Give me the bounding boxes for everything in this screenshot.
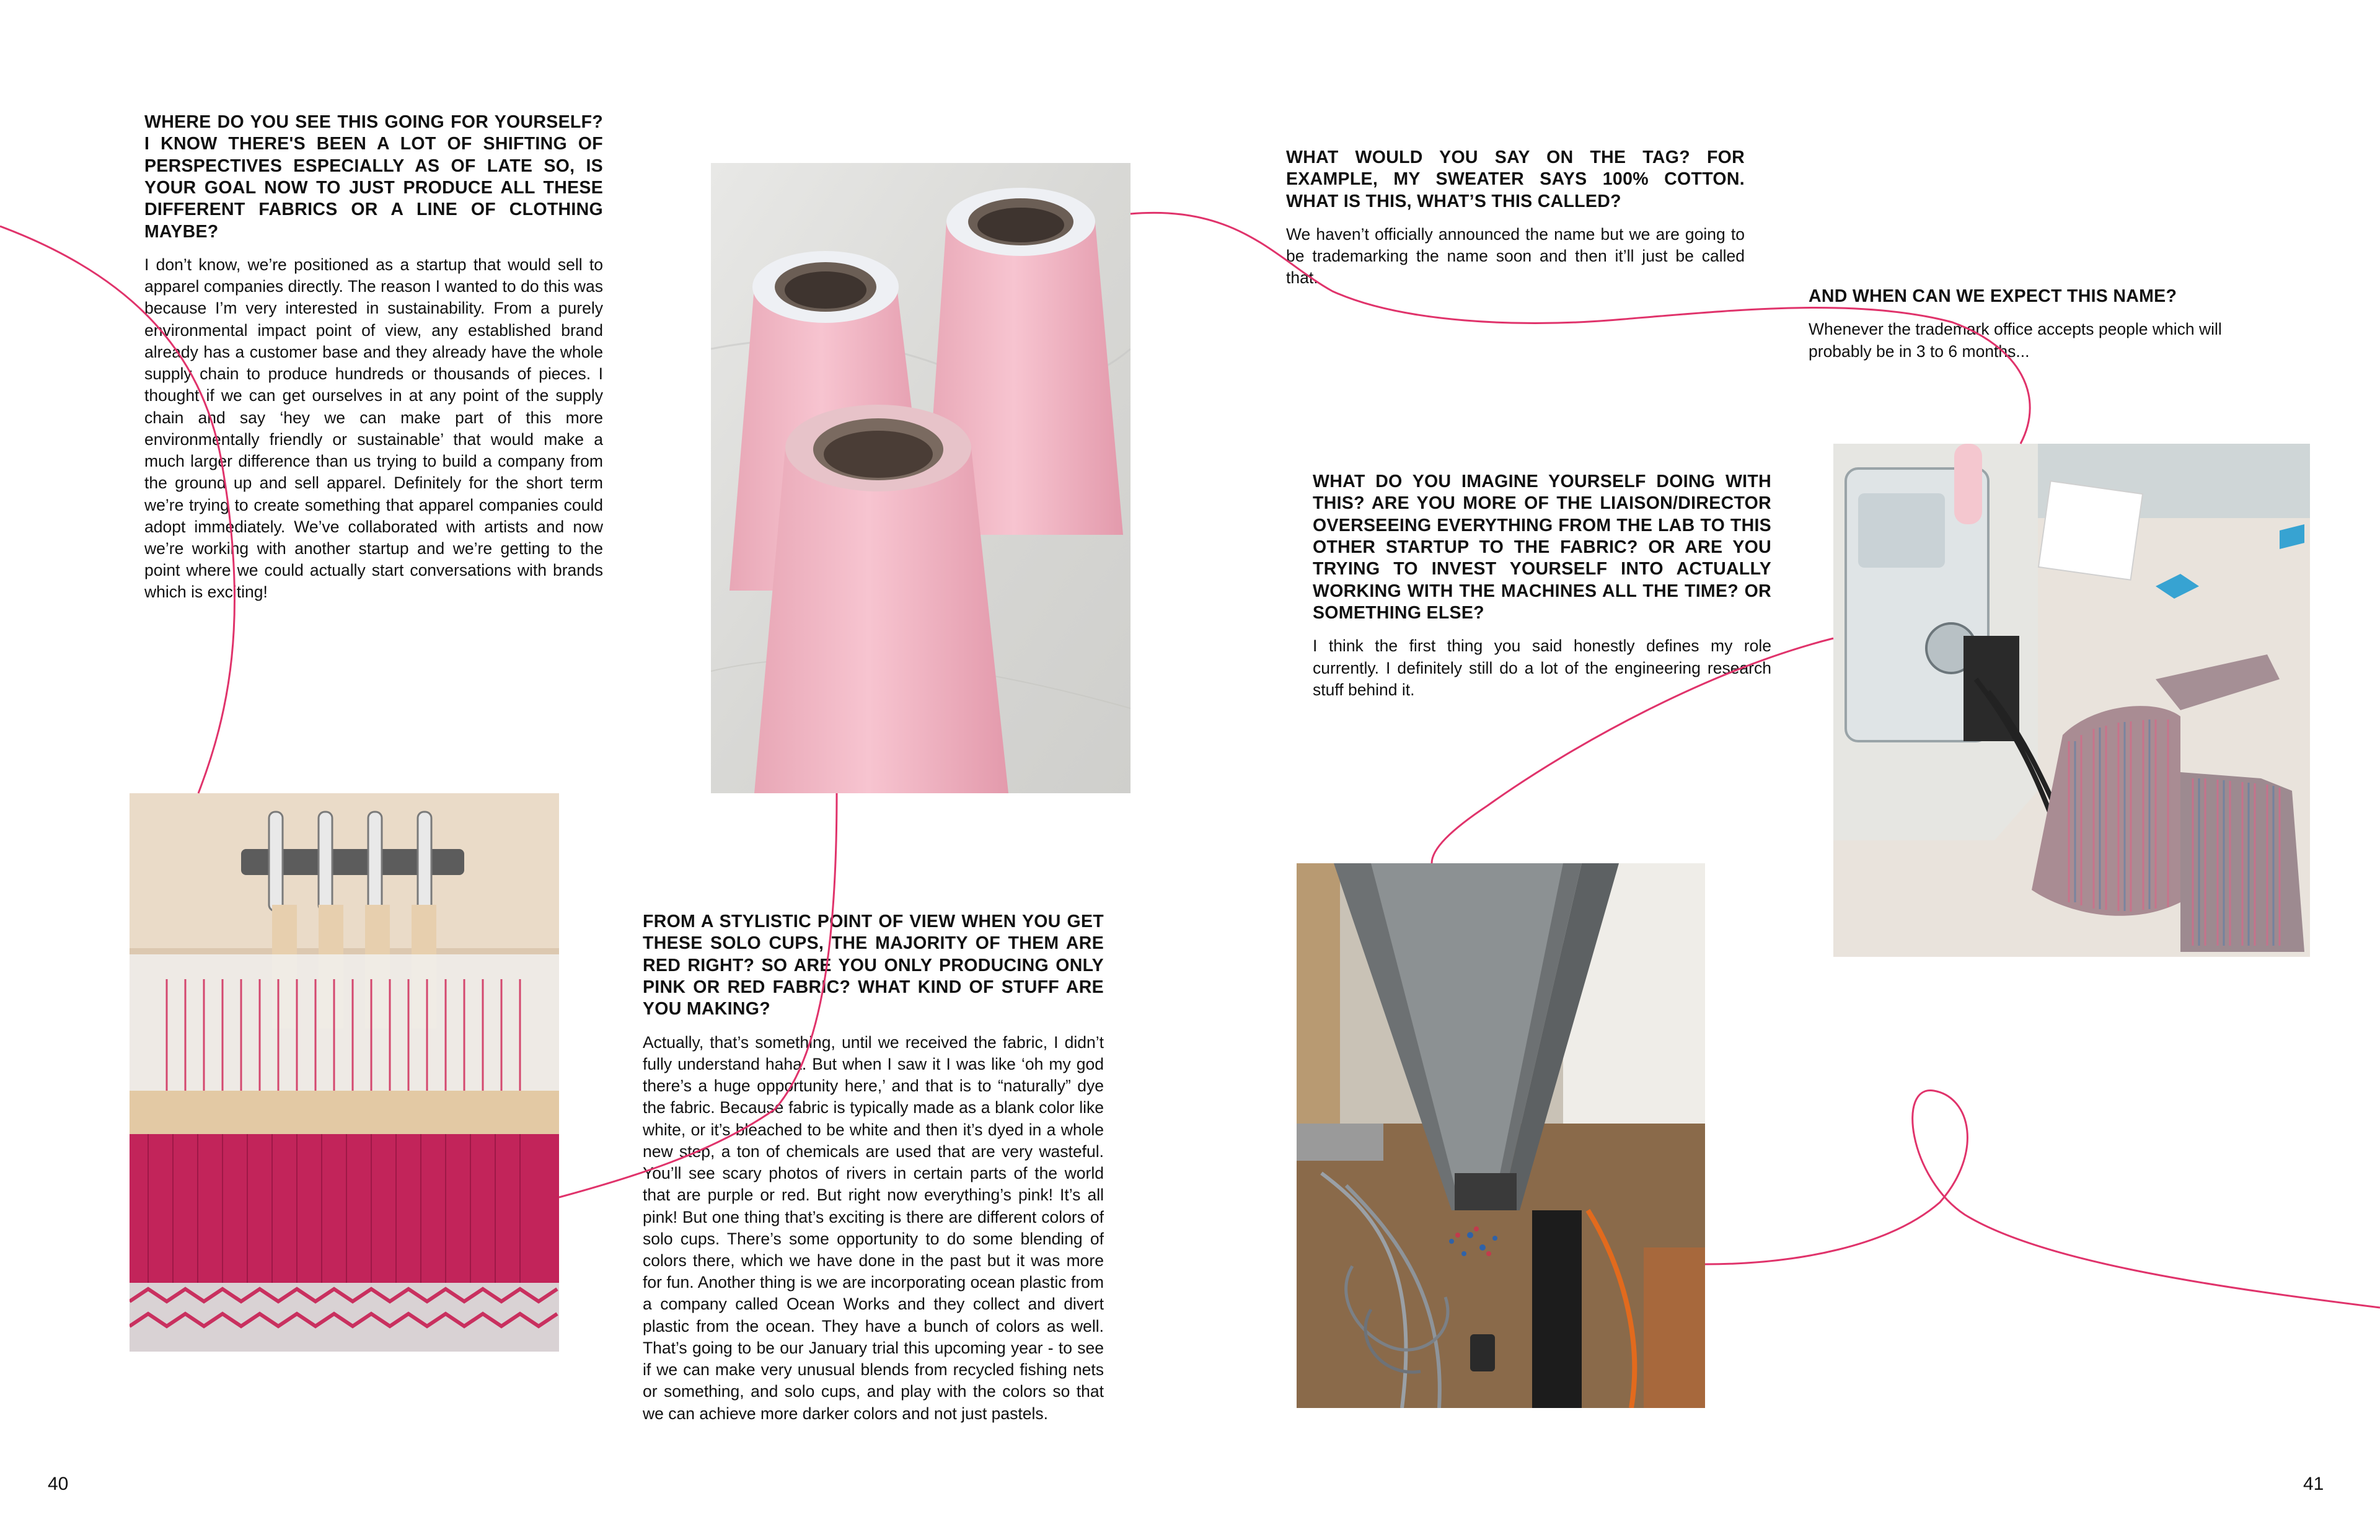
- interview-section-3: [1286, 147, 1745, 289]
- answer-text: Actually, that’s something, until we received the fabric, I didn’t fully understand haha. But when I saw it I was like ‘oh my god there’s a huge opportunity here,’ and that is to “naturally” dye the fabric. Because fabric is typically made as a blank color like white, or it’s bleached to be white and then it’s dyed in a whole new step, a ton of chemicals are used that are very wasteful. You’ll see scary photos of rivers in certain parts of the world that are purple or red. But right now everything’s pink! It’s all pink! But one thing that’s exciting is there are different colors of solo cups. There’s some opportunity to do some blending of colors there, which we have done in the past but it was more for fun. Another thing is we are incorporating ocean plastic from a company called Ocean Works and they collect and divert plastic from the ocean. They have a bunch of colors as well. That’s going to be our January trial this upcoming year - to see if we can make very unusual blends from recycled fishing nets or something, and solo cups, and play with the colors so that we can achieve more darker colors and not just pastels.: [643, 1032, 1104, 1423]
- answer-text: I think the first thing you said honestly defines my role currently. I definitely still do a lot of the engineering research stuff behind it.: [1313, 636, 1771, 699]
- sewing-machine-fabric-photo: [1833, 444, 2310, 957]
- interview-section-4: [1809, 286, 2286, 363]
- interview-section-1: [144, 112, 603, 604]
- question-heading: WHAT WOULD YOU SAY ON THE TAG? FOR EXAMPLE, MY SWEATER SAYS 100% COTTON. WHAT IS THIS, WHAT’S THIS CALLED?: [1286, 147, 1745, 211]
- page-number-right: 41: [2303, 1474, 2324, 1494]
- shredder-hopper-photo: [1297, 863, 1705, 1408]
- question-heading: AND WHEN CAN WE EXPECT THIS NAME?: [1809, 286, 2177, 306]
- page-number-left: 40: [48, 1474, 69, 1494]
- question-heading: WHERE DO YOU SEE THIS GOING FOR YOURSELF? I KNOW THERE'S BEEN A LOT OF SHIFTING OF PERSPECTIVES ESPECIALLY AS OF LATE SO, IS YOUR GOAL NOW TO JUST PRODUCE ALL THESE DIFFERENT FABRICS OR A LINE OF CLOTHING MAYBE?: [144, 112, 603, 242]
- interview-section-2: [643, 911, 1104, 1425]
- question-heading: FROM A STYLISTIC POINT OF VIEW WHEN YOU GET THESE SOLO CUPS, THE MAJORITY OF THEM ARE RED RIGHT? SO ARE YOU ONLY PRODUCING ONLY PINK OR RED FABRIC? WHAT KIND OF STUFF ARE YOU MAKING?: [643, 912, 1104, 1019]
- answer-text: Whenever the trademark office accepts people which will probably be in 3 to 6 months...: [1809, 320, 2222, 361]
- pink-yarn-cones-photo: [711, 163, 1130, 793]
- interview-section-5: [1313, 471, 1771, 701]
- answer-text: We haven’t officially announced the name but we are going to be trademarking the name soon and then it’ll just be called that.: [1286, 224, 1745, 288]
- question-heading: WHAT DO YOU IMAGINE YOURSELF DOING WITH THIS? ARE YOU MORE OF THE LIAISON/DIRECTOR OVERSEEING EVERYTHING FROM THE LAB TO THIS OTHER STARTUP TO THE FABRIC? OR ARE YOU TRYING TO INVEST YOURSELF INTO ACTUALLY WORKING WITH THE MACHINES ALL THE TIME? OR SOMETHING ELSE?: [1313, 472, 1771, 623]
- answer-text: I don’t know, we’re positioned as a startup that would sell to apparel companies directly. The reason I wanted to do this was because I’m very interested in sustainability. From a purely environmental impact point of view, any established brand already has a customer base and they already have the whole supply chain to produce hundreds or thousands of pieces. I thought if we can get ourselves in at any point of the supply chain and say ‘hey we can make part of this more environmentally friendly or sustainable’ that would make a much larger difference than us trying to build a company from the ground up and sell apparel. Definitely for the short term we’re trying to create something that apparel companies could adopt immediately. We’ve collaborated with artists and now we’re working with another startup and we’re getting to the point where we could actually start conversations with brands which is exciting!: [144, 255, 603, 602]
- loom-weaving-photo: [130, 793, 559, 1352]
